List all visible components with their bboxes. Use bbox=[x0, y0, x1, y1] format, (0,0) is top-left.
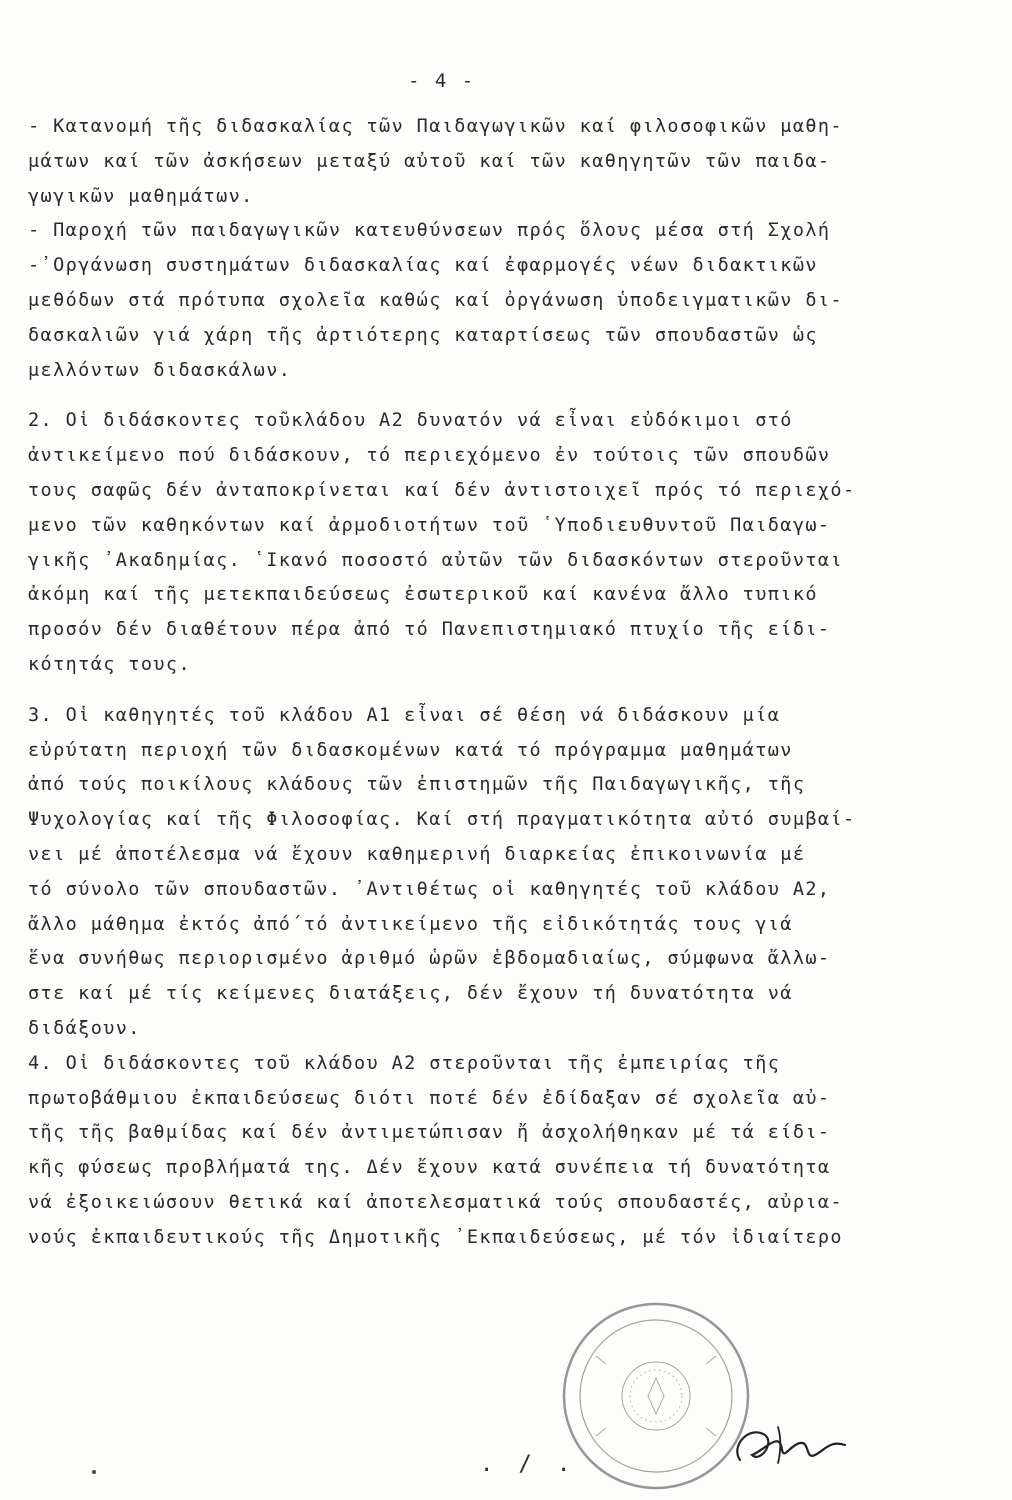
text-line: τῆς τῆς βαθμίδας καί δέν ἀντιμετώπισαν ἤ ἀσχολήθηκαν μέ τά είδι- bbox=[28, 1122, 831, 1144]
text-line: δασκαλιῶν γιά χάρη τῆς ἀρτιότερης καταρτίσεως τῶν σπουδαστῶν ὡς bbox=[28, 324, 818, 346]
text-line: κῆς φύσεως προβλήματά της. Δέν ἔχουν κατά συνέπεια τή δυνατότητα bbox=[28, 1157, 831, 1179]
text-line: πρωτοβάθμιου ἐκπαιδεύσεως διότι ποτέ δέν ἐδίδαξαν σέ σχολεῖα αὐ- bbox=[28, 1087, 831, 1109]
text-line: ἕνα συνήθως περιορισμένο ἀριθμό ὡρῶν ἑβδομαδιαίως, σύμφωνα ἄλλω- bbox=[28, 948, 831, 970]
text-line: -᾿Οργάνωση συστημάτων διδασκαλίας καί ἐφαρμογές νέων διδακτικῶν bbox=[28, 255, 818, 277]
text-line: Ψυχολογίας καί τῆς Φιλοσοφίας. Καί στή πραγματικότητα αὐτό συμβαί- bbox=[28, 809, 856, 831]
text-line: - Παροχή τῶν παιδαγωγικῶν κατευθύνσεων πρός ὅλους μέσα στή Σχολή bbox=[28, 220, 831, 242]
page-footer-continuation: . / . bbox=[480, 1452, 577, 1477]
margin-dot bbox=[92, 1470, 96, 1474]
page-number: - 4 - bbox=[408, 70, 476, 92]
text-line: εὐρύτατη περιοχή τῶν διδασκομένων κατά τό πρόγραμμα μαθημάτων bbox=[28, 739, 793, 761]
text-line: γικῆς ᾿Ακαδημίας. ῾Ικανό ποσοστό αὐτῶν τῶν διδασκόντων στεροῦνται bbox=[28, 549, 843, 571]
text-line: ἀντικείμενο πού διδάσκουν, τό περιεχόμενο ἐν τούτοις τῶν σπουδῶν bbox=[28, 445, 831, 467]
text-line: 4. Οἱ διδάσκοντες τοῦ κλάδου Α2 στεροῦνται τῆς ἐμπειρίας τῆς bbox=[28, 1052, 781, 1074]
text-line: νούς ἐκπαιδευτικούς τῆς Δημοτικῆς ᾿Εκπαιδεύσεως, μέ τόν ἰδιαίτερο bbox=[28, 1226, 843, 1248]
text-line: 3. Οἱ καθηγητές τοῦ κλάδου Α1 εἶναι σέ θέση νά διδάσκουν μία bbox=[28, 704, 781, 726]
text-line: διδάξουν. bbox=[28, 1017, 141, 1039]
text-line: ἄλλο μάθημα ἐκτός ἀπό΄τό ἀντικείμενο τῆς εἰδικότητάς τους γιά bbox=[28, 913, 793, 935]
text-line: προσόν δέν διαθέτουν πέρα ἀπό τό Πανεπιστημιακό πτυχίο τῆς είδι- bbox=[28, 619, 831, 641]
text-line: νά ἐξοικειώσουν θετικά καί ἀποτελεσματικά τούς σπουδαστές, αὐρια- bbox=[28, 1191, 843, 1213]
text-line: - Κατανομή τῆς διδασκαλίας τῶν Παιδαγωγικῶν καί φιλοσοφικῶν μαθη- bbox=[28, 116, 843, 137]
text-line: 2. Οἱ διδάσκοντες τοῦκλάδου Α2 δυνατόν νά εἶναι εὐδόκιμοι στό bbox=[28, 410, 793, 432]
text-line: μεθόδων στά πρότυπα σχολεῖα καθώς καί ὀργάνωση ὑποδειγματικῶν δι- bbox=[28, 289, 843, 311]
text-line: νει μέ ἀποτέλεσμα νά ἔχουν καθημερινή διαρκείας ἐπικοινωνία μέ bbox=[28, 843, 806, 865]
text-line: ἀκόμη καί τῆς μετεκπαιδεύσεως ἐσωτερικοῦ καί κανένα ἄλλο τυπικό bbox=[28, 584, 818, 606]
body-text bbox=[28, 110, 958, 1256]
paragraph-gap bbox=[28, 388, 958, 404]
text-line: κότητάς τους. bbox=[28, 653, 191, 675]
text-line: γωγικῶν μαθημάτων. bbox=[28, 185, 254, 207]
text-line: ἀπό τούς ποικίλους κλάδους τῶν ἐπιστημῶν τῆς Παιδαγωγικῆς, τῆς bbox=[28, 774, 806, 796]
text-line: στε καί μέ τίς κείμενες διατάξεις, δέν ἔχουν τή δυνατότητα νά bbox=[28, 983, 793, 1005]
text-line: μενο τῶν καθηκόντων καί ἁρμοδιοτήτων τοῦ ῾Υποδιευθυντοῦ Παιδαγω- bbox=[28, 514, 831, 536]
text-line: τους σαφῶς δέν ἀνταποκρίνεται καί δέν ἀντιστοιχεῖ πρός τό περιεχό- bbox=[28, 479, 856, 501]
text-line: μελλόντων διδασκάλων. bbox=[28, 359, 292, 381]
text-line: μάτων καί τῶν ἀσκήσεων μεταξύ αὐτοῦ καί τῶν καθηγητῶν τῶν παιδα- bbox=[28, 150, 831, 172]
text-line: τό σύνολο τῶν σπουδαστῶν. ᾿Αντιθέτως οἱ καθηγητές τοῦ κλάδου Α2, bbox=[28, 878, 831, 900]
paragraph-gap bbox=[28, 683, 958, 699]
handwritten-signature bbox=[720, 1405, 860, 1480]
